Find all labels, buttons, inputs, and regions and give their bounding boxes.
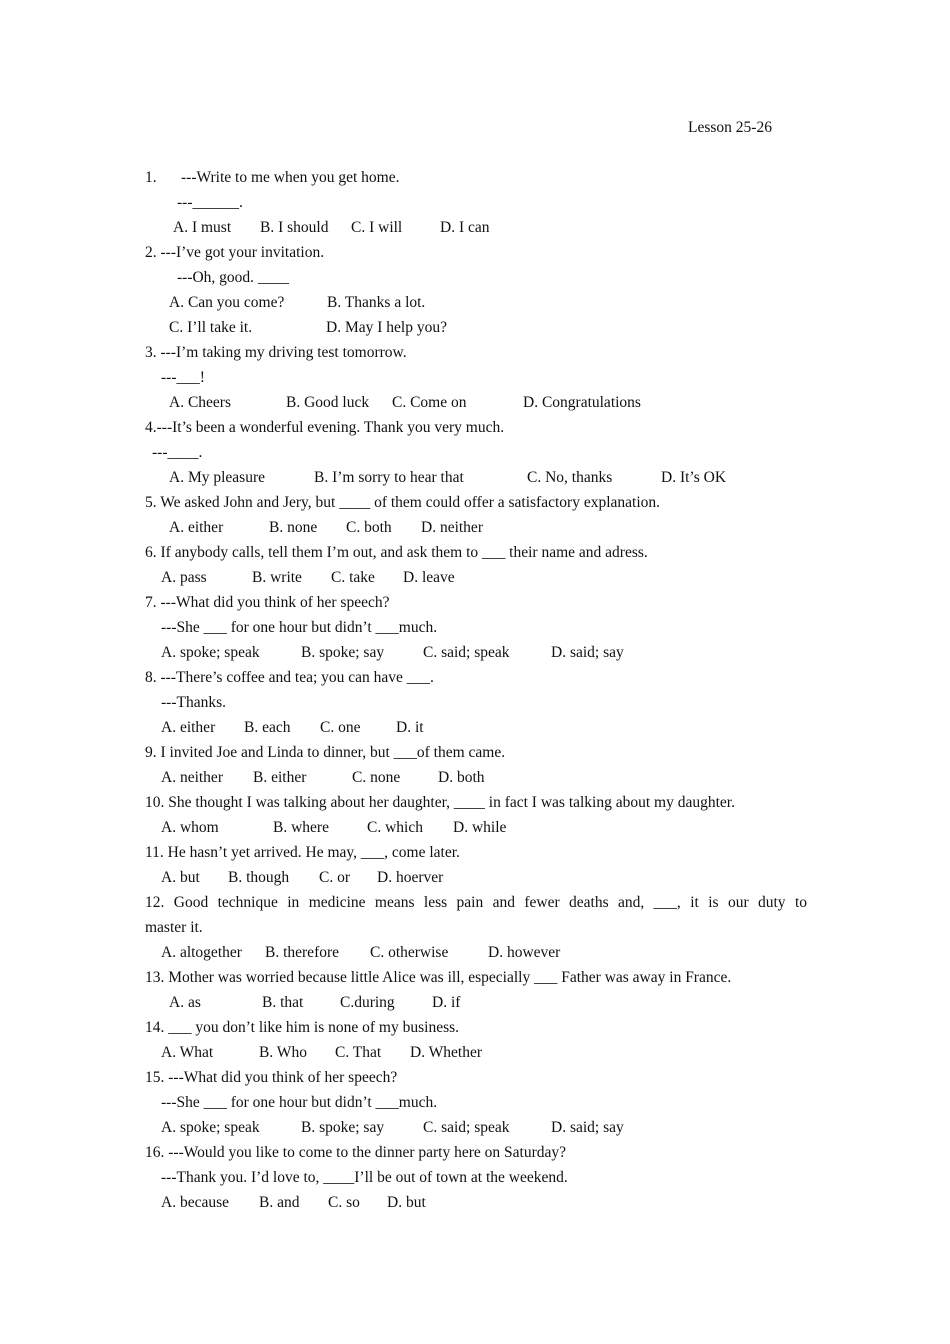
question-prompt-continued: master it. [145,919,203,936]
question-reply: ---She ___ for one hour but didn’t ___much. [161,1094,438,1111]
option-b[interactable]: B. none [269,519,318,536]
option-b[interactable]: B. though [228,869,290,886]
option-d[interactable]: D. neither [421,519,483,536]
question-reply: ---______. [177,194,243,211]
option-c[interactable]: C. No, thanks [527,469,613,486]
option-d[interactable]: D. however [488,944,561,961]
option-a[interactable]: A. spoke; speak [161,1119,260,1136]
option-a[interactable]: A. My pleasure [169,469,265,486]
option-c[interactable]: C. or [319,869,350,886]
option-a[interactable]: A. as [169,994,201,1011]
option-d[interactable]: D. leave [403,569,455,586]
option-d[interactable]: D. Congratulations [523,394,641,411]
option-c[interactable]: C. both [346,519,392,536]
question-prompt: 11. He hasn’t yet arrived. He may, ___, come later. [145,844,460,861]
question-prompt: 13. Mother was worried because little Alice was ill, especially ___ Father was away in France. [145,969,732,986]
option-c[interactable]: C. none [352,769,401,786]
option-b[interactable]: B. spoke; say [301,644,385,661]
question-prompt: 9. I invited Joe and Linda to dinner, but ___of them came. [145,744,506,761]
question-prompt: 8. ---There’s coffee and tea; you can have ___. [145,669,434,686]
option-a[interactable]: A. either [169,519,224,536]
option-c[interactable]: C. which [367,819,423,836]
option-b[interactable]: B. I should [260,219,329,236]
option-d[interactable]: D. said; say [551,1119,624,1136]
option-c[interactable]: C. said; speak [423,644,510,661]
option-d[interactable]: D. It’s OK [661,469,727,486]
question-prompt: ---Write to me when you get home. [181,169,400,186]
option-a[interactable]: A. Can you come? [169,294,285,311]
option-b[interactable]: B. Thanks a lot. [327,294,426,311]
question-prompt: 4.---It’s been a wonderful evening. Thank you very much. [145,419,505,436]
option-a[interactable]: A. but [161,869,200,886]
question-prompt: 14. ___ you don’t like him is none of my business. [145,1019,460,1036]
option-d[interactable]: D. said; say [551,644,624,661]
question-reply: ---Oh, good. ____ [177,269,289,286]
option-b[interactable]: B. that [262,994,304,1011]
option-c[interactable]: C.during [340,994,395,1011]
option-b[interactable]: B. write [252,569,302,586]
question-prompt: 16. ---Would you like to come to the dinner party here on Saturday? [145,1144,567,1161]
question-prompt: 10. She thought I was talking about her daughter, ____ in fact I was talking about my daughter. [145,794,735,811]
option-c[interactable]: C. That [335,1044,382,1061]
option-d[interactable]: D. it [396,719,424,736]
option-a[interactable]: A. neither [161,769,223,786]
option-c[interactable]: C. Come on [392,394,467,411]
option-c[interactable]: C. I will [351,219,403,236]
option-d[interactable]: D. both [438,769,485,786]
option-b[interactable]: B. and [259,1194,300,1211]
option-b[interactable]: B. I’m sorry to hear that [314,469,464,486]
option-b[interactable]: B. spoke; say [301,1119,385,1136]
option-b[interactable]: B. therefore [265,944,340,961]
option-d[interactable]: D. if [432,994,461,1011]
question-reply: ---Thank you. I’d love to, ____I’ll be out of town at the weekend. [161,1169,568,1186]
option-b[interactable]: B. either [253,769,307,786]
option-d[interactable]: D. hoerver [377,869,444,886]
option-c[interactable]: C. otherwise [370,944,449,961]
question-prompt: 12. Good technique in medicine means less pain and fewer deaths and, ___, it is our duty to [145,894,807,911]
option-a[interactable]: A. whom [161,819,219,836]
option-d[interactable]: D. but [387,1194,426,1211]
option-a[interactable]: A. because [161,1194,229,1211]
option-d[interactable]: D. May I help you? [326,319,447,336]
question-prompt: 5. We asked John and Jery, but ____ of them could offer a satisfactory explanation. [145,494,660,511]
question-reply: ---She ___ for one hour but didn’t ___much. [161,619,438,636]
option-d[interactable]: D. Whether [410,1044,483,1061]
option-c[interactable]: C. take [331,569,375,586]
option-d[interactable]: D. while [453,819,507,836]
option-a[interactable]: A. Cheers [169,394,231,411]
option-c[interactable]: C. so [328,1194,360,1211]
option-a[interactable]: A. altogether [161,944,242,961]
option-d[interactable]: D. I can [440,219,490,236]
question-prompt: 15. ---What did you think of her speech? [145,1069,398,1086]
option-a[interactable]: A. I must [173,219,232,236]
question-number: 1. [145,169,157,186]
option-b[interactable]: B. each [244,719,291,736]
option-b[interactable]: B. Who [259,1044,307,1061]
question-reply: ---____. [152,444,203,461]
option-a[interactable]: A. either [161,719,216,736]
question-reply: ---___! [161,369,205,386]
question-prompt: 6. If anybody calls, tell them I’m out, and ask them to ___ their name and adress. [145,544,648,561]
option-c[interactable]: C. one [320,719,361,736]
question-prompt: 7. ---What did you think of her speech? [145,594,390,611]
option-a[interactable]: A. What [161,1044,214,1061]
question-prompt: 2. ---I’ve got your invitation. [145,244,325,261]
option-a[interactable]: A. pass [161,569,207,586]
option-c[interactable]: C. I’ll take it. [169,319,253,336]
question-reply: ---Thanks. [161,694,226,711]
option-c[interactable]: C. said; speak [423,1119,510,1136]
option-b[interactable]: B. where [273,819,329,836]
question-prompt: 3. ---I’m taking my driving test tomorrow. [145,344,407,361]
option-b[interactable]: B. Good luck [286,394,370,411]
page-title: Lesson 25-26 [688,119,772,136]
option-a[interactable]: A. spoke; speak [161,644,260,661]
